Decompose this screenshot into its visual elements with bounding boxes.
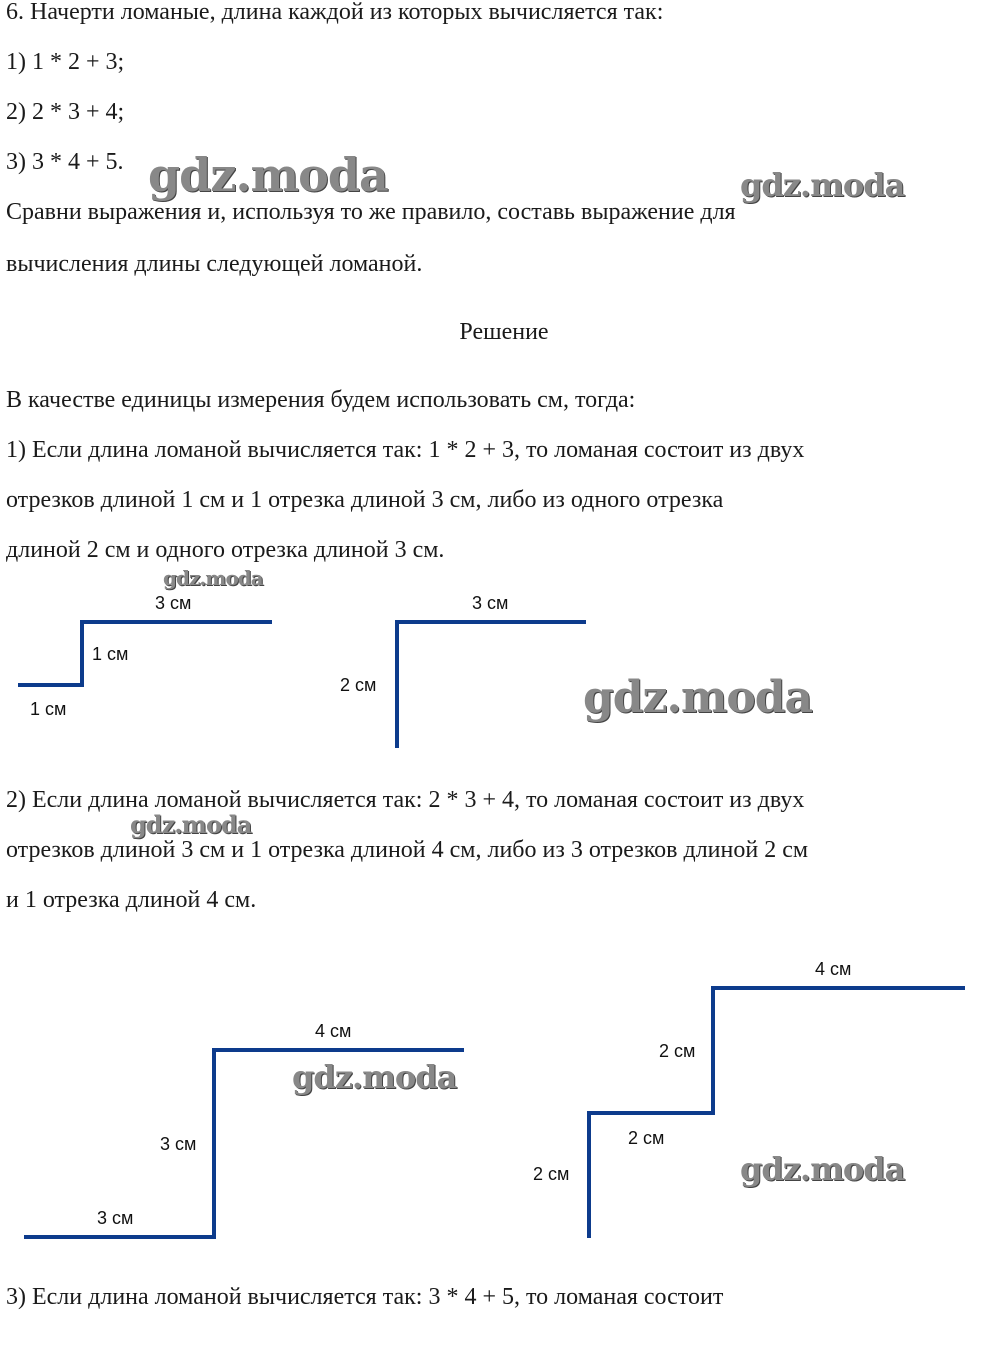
segment-label: 2 см [533,1164,570,1184]
segment-label: 4 см [815,959,852,979]
segment-label: 3 см [160,1134,197,1154]
watermark-logo: gdz.moda [163,566,263,590]
solution-text: и 1 отрезка длиной 4 см. [6,887,257,913]
polyline-1a [18,622,272,685]
watermark-logo: gdz.moda [130,810,252,839]
task-question: Сравни выражения и, используя то же правило, составь выражение для [6,199,736,225]
polyline-2b [589,988,965,1238]
solution-intro: В качестве единицы измерения будем использовать см, тогда: [6,387,636,413]
task-item: 1) 1 * 2 + 3; [6,49,125,75]
polyline-1b [397,622,586,748]
watermark-logo: gdz.moda [740,166,905,204]
segment-label: 3 см [155,593,192,613]
segment-label: 2 см [340,675,377,695]
solution-text: отрезков длиной 3 см и 1 отрезка длиной 4 см, либо из 3 отрезков длиной 2 см [6,837,809,863]
segment-label: 3 см [97,1208,134,1228]
segment-label: 2 см [659,1041,696,1061]
segment-label: 3 см [472,593,509,613]
watermark-logo: gdz.moda [740,1150,905,1188]
solution-text: отрезков длиной 1 см и 1 отрезка длиной 3 см, либо из одного отрезка [6,487,724,513]
task-title: 6. Начерти ломаные, длина каждой из которых вычисляется так: [6,0,664,25]
solution-heading: Решение [459,319,549,345]
segment-label: 1 см [30,699,67,719]
solution-text: 3) Если длина ломаной вычисляется так: 3 * 4 + 5, то ломаная состоит [6,1284,724,1310]
segment-label: 1 см [92,644,129,664]
solution-text: длиной 2 см и одного отрезка длиной 3 см. [6,537,445,563]
segment-label: 4 см [315,1021,352,1041]
task-item: 3) 3 * 4 + 5. [6,149,124,175]
solution-text: 1) Если длина ломаной вычисляется так: 1 * 2 + 3, то ломаная состоит из двух [6,437,805,463]
watermark-logo: gdz.moda [583,672,813,723]
solution-text: 2) Если длина ломаной вычисляется так: 2 * 3 + 4, то ломаная состоит из двух [6,787,805,813]
watermark-logo: gdz.moda [292,1058,457,1096]
task-item: 2) 2 * 3 + 4; [6,99,125,125]
segment-label: 2 см [628,1128,665,1148]
task-question: вычисления длины следующей ломаной. [6,251,423,277]
watermark-logo: gdz.moda [148,148,388,202]
